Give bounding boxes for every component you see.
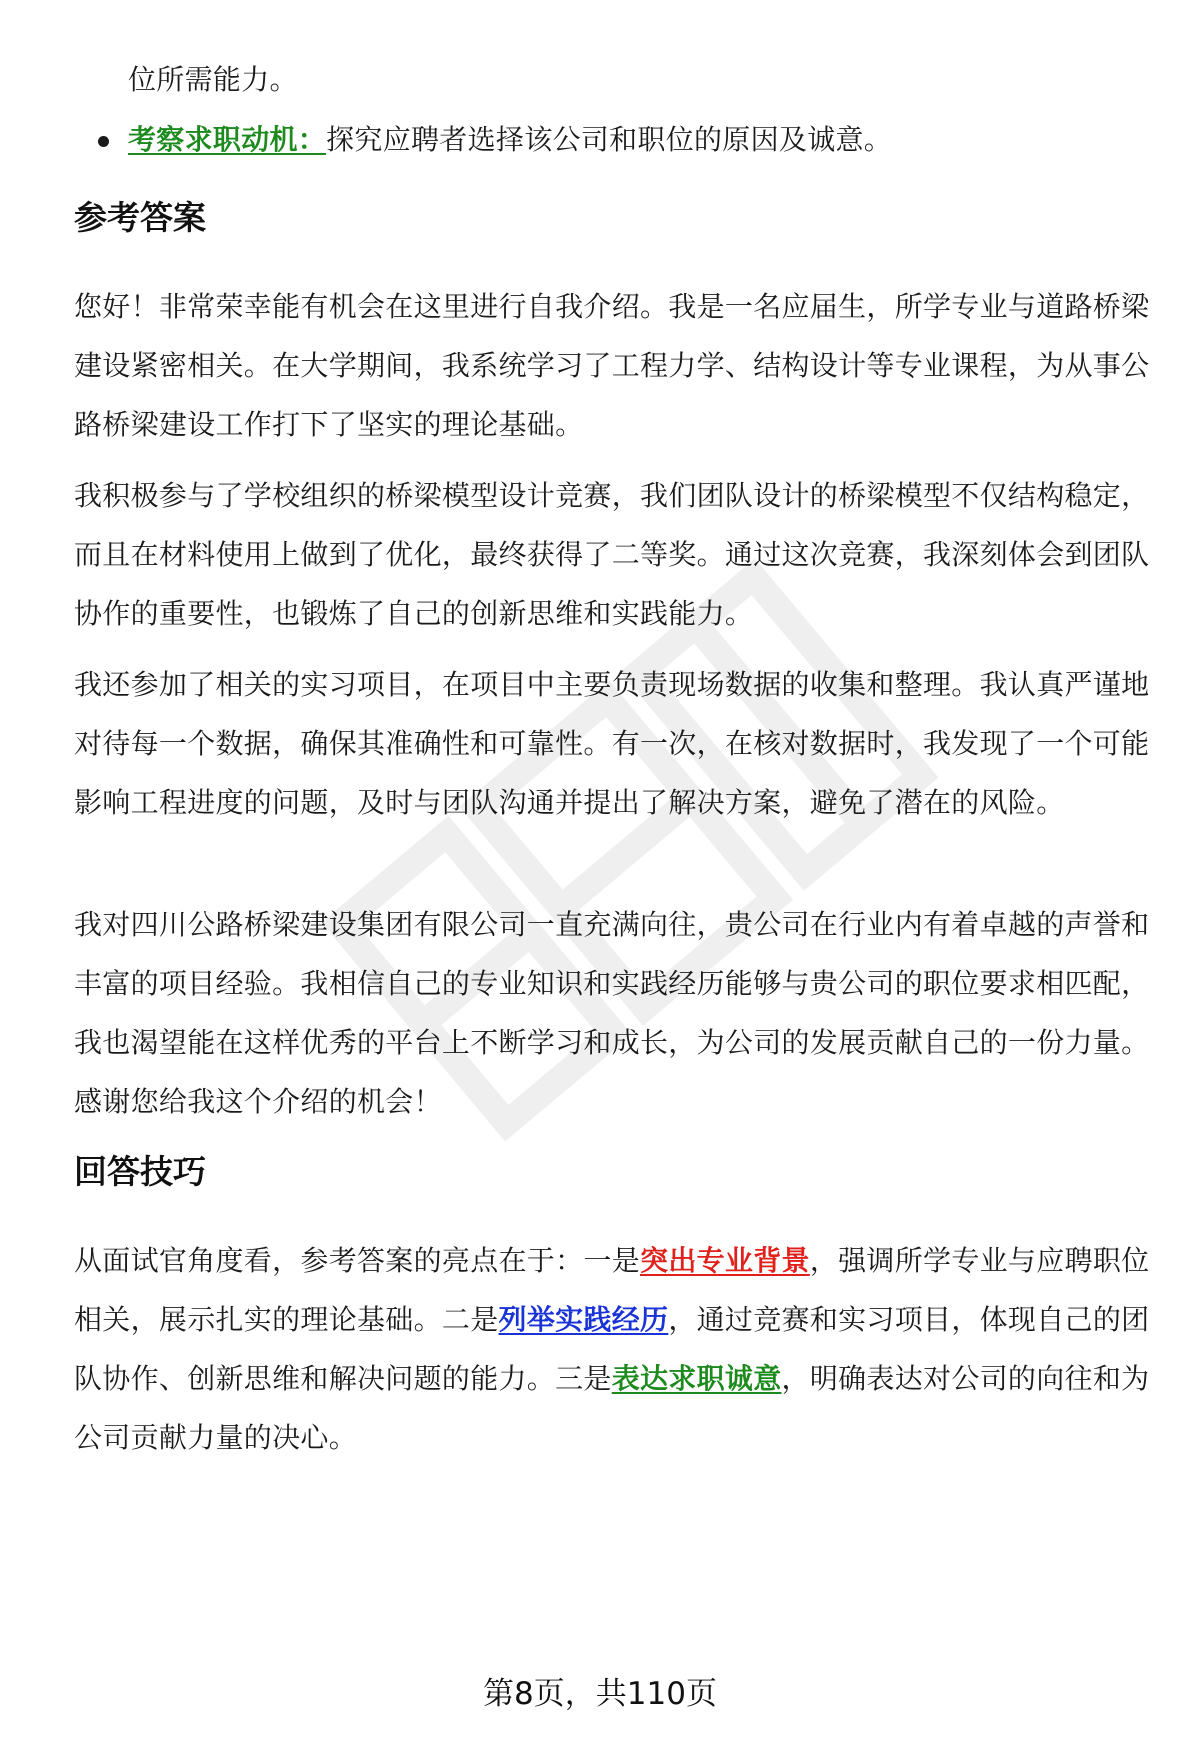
tips-text: ，明确表达对公司的向往和为公司贡献力量的决心。	[74, 1362, 1150, 1454]
bullet-keyword: 考察求职动机：	[128, 123, 327, 156]
answer-paragraph: 您好！非常荣幸能有机会在这里进行自我介绍。我是一名应届生，所学专业与道路桥梁建设紧密相关。在大学期间，我系统学习了工程力学、结构设计等专业课程，为从事公路桥梁建设工作打下了坚实的理论基础。	[74, 290, 1150, 441]
keyword-practical-experience: 列举实践经历	[498, 1303, 669, 1336]
tips-text: ，通过竞赛和实习项目，体现自己的团队协作、创新思维和解决问题的能力。三是	[74, 1303, 1150, 1395]
bullet-text: 探究应聘者选择该公司和职位的原因及诚意。	[326, 123, 893, 156]
keyword-sincerity: 表达求职诚意	[611, 1362, 782, 1395]
answer-paragraph: 我积极参与了学校组织的桥梁模型设计竞赛，我们团队设计的桥梁模型不仅结构稳定，而且在材料使用上做到了优化，最终获得了二等奖。通过这次竞赛，我深刻体会到团队协作的重要性，也锻炼了自己的创新思维和实践能力。	[74, 479, 1150, 630]
section-heading-tips: 回答技巧	[74, 1152, 206, 1191]
tips-paragraph	[74, 1231, 1150, 1467]
section-heading-answer: 参考答案	[74, 198, 206, 237]
keyword-professional-background: 突出专业背景	[640, 1244, 810, 1277]
bullet-dot-icon	[98, 136, 109, 147]
tips-text: 从面试官角度看，参考答案的亮点在于：一是	[74, 1244, 641, 1277]
tips-text: ，强调所学专业与应聘职位相关，展示扎实的理论基础。二是	[74, 1244, 1150, 1336]
answer-paragraph: 我对四川公路桥梁建设集团有限公司一直充满向往，贵公司在行业内有着卓越的声誉和丰富的项目经验。我相信自己的专业知识和实践经历能够与贵公司的职位要求相匹配，我也渴望能在这样优秀的平台上不断学习和成长，为公司的发展贡献自己的一份力量。感谢您给我这个介绍的机会！	[74, 908, 1150, 1118]
answer-paragraph: 我还参加了相关的实习项目，在项目中主要负责现场数据的收集和整理。我认真严谨地对待每一个数据，确保其准确性和可靠性。有一次，在核对数据时，我发现了一个可能影响工程进度的问题，及时与团队沟通并提出了解决方案，避免了潜在的风险。	[74, 668, 1150, 819]
page-number: 第8页，共110页	[483, 1676, 717, 1712]
list-item-continuation: 位所需能力。	[128, 63, 298, 96]
list-item-motivation	[128, 112, 1200, 168]
